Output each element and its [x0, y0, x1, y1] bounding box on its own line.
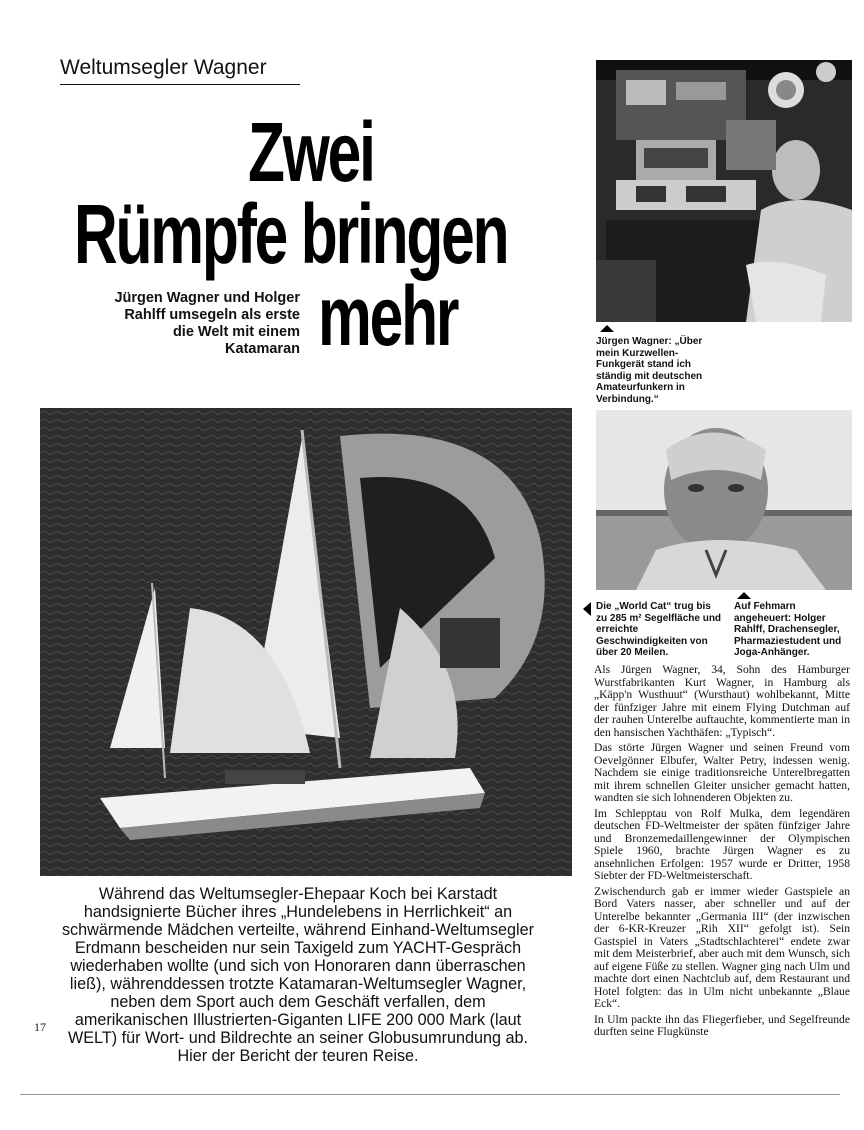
- radio-room-photo: [596, 60, 852, 322]
- body-text-column: [594, 664, 850, 1042]
- rahlff-caption: Auf Fehmarn angeheuert: Holger Rahlff, Drachensegler, Pharmaziestudent und Joga-Anhänger.: [734, 601, 842, 658]
- intro-deck: Jürgen Wagner und Holger Rahlff umsegeln als erste die Welt mit einem Katamaran: [114, 290, 300, 357]
- body-paragraph: Zwischendurch gab er immer wieder Gastspiele an Bord Vaters nasser, aber schneller und auf der Unterelbe bekannter „Germania III“ (der inzwischen der 6-KR-Kreuzer „Rih XII“ gefolgt ist). Sein Gastspiel in Vaters „Stadtschlachterei“ endete zwar mit dem Meisterbrief, aber auch mit dem Wunsch, sich auf eigene Füße zu stellen. Wagner ging nach Ulm und machte dort einen Nachtclub auf, dem Restaurant und Hotel folgten: das in Ulm nicht unbekannte „Blaue Eck“.: [594, 884, 850, 1010]
- page-bottom-rule: [20, 1094, 840, 1095]
- page-number: 17: [34, 1020, 46, 1034]
- body-paragraph: Im Schlepptau von Rolf Mulka, dem legendären deutschen FD-Weltmeister der späten fünfziger Jahre und Bronzemedaillengewinner der Olympischen Spiele 1960, brachte Jürgen Wagner es zu ansehnlichen Erfolgen: 1957 wurde er Dritter, 1958 Siebter der FD-Weltmeisterschaft.: [594, 806, 850, 882]
- headline-line-2: Rümpfe bringen: [74, 187, 508, 281]
- headline-line-3: mehr: [318, 269, 458, 363]
- catamaran-photo: [40, 408, 572, 876]
- radio-caption: Jürgen Wagner: „Über mein Kurzwellen-Funkgerät stand ich ständig mit deutschen Amateurfunkern in Verbindung.“: [596, 336, 703, 405]
- body-paragraph: In Ulm packte ihn das Fliegerfieber, und Segelfreunde durften seine Flugkünste: [594, 1012, 850, 1038]
- caption-arrow-up-icon: [737, 592, 751, 599]
- body-paragraph: Als Jürgen Wagner, 34, Sohn des Hamburger Wurstfabrikanten Kurt Wagner, in Hamburg als „Käpp'n Wusthuut“ (Wursthaut) wohlbekannt, Mitte der fünfziger Jahre mit einem Flying Dutchman auf der rauhen Unterelbe auftauchte, kommentierte man in den hansischen Yachthäfen: „Typisch“.: [594, 663, 850, 739]
- rahlff-portrait-photo: [596, 410, 852, 590]
- body-paragraph: Das störte Jürgen Wagner und seinen Freund vom Oevelgönner Elbufer, Walter Petry, indessen wenig. Nachdem sie einige traditionsreiche Unterelbregatten mit ihrem schnellen Gleiter unsicher gemacht hatten, wandten sie sich lohnenderen Objekten zu.: [594, 741, 850, 804]
- caption-arrow-up-icon: [600, 325, 614, 332]
- lead-paragraph: Während das Weltumsegler-Ehepaar Koch bei Karstadt handsignierte Bücher ihres „Hundelebens in Herrlichkeit“ an schwärmende Mädchen verteilte, während Einhand-Weltumsegler Erdmann bescheiden nur sein Taxigeld zum YACHT-Gespräch wiederhaben wollte (und sich von Honoraren dann überraschen ließ), währenddessen trotzte Katamaran-Weltumsegler Wagner, neben dem Sport auch dem Geschäft verfallen, dem amerikanischen Illustrierten-Giganten LIFE 200 000 Mark (laut WELT) für Wort- und Bildrechte an seiner Globusumrundung ab. Hier der Bericht der teuren Reise.: [61, 885, 535, 1065]
- catamaran-caption: Die „World Cat“ trug bis zu 285 m² Segelfläche und erreichte Geschwindigkeiten von über 20 Meilen.: [596, 601, 722, 658]
- headline-line-1: Zwei: [248, 105, 374, 199]
- caption-arrow-left-icon: [583, 602, 591, 616]
- section-kicker: Weltumsegler Wagner: [60, 56, 300, 85]
